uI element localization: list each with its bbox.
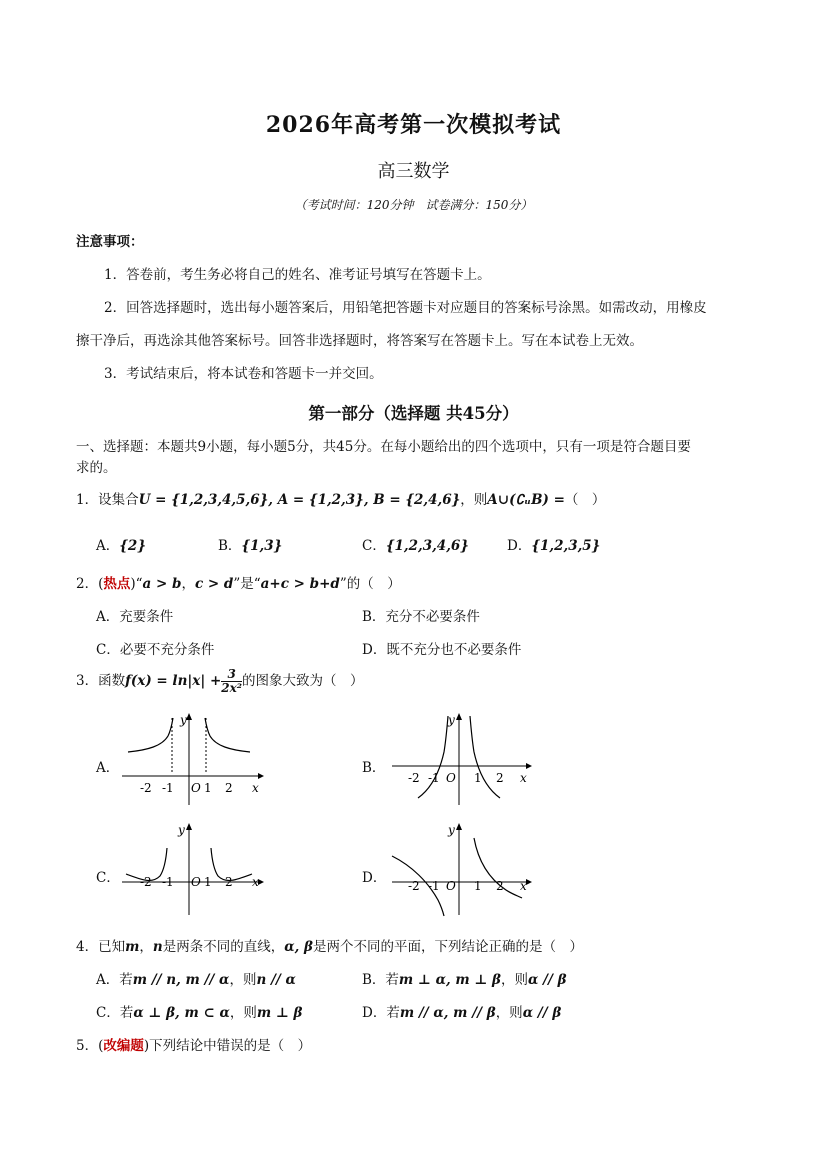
q1-option-c[interactable]: C．{1,2,3,4,6}	[362, 538, 469, 554]
tick-label: 2	[496, 879, 504, 893]
question-3: 3．函数f(x) = ln|x| + $\frac{3}{\text{2x²}}$ 的图象大致为（ ）	[76, 667, 364, 695]
x-arrow-icon	[258, 879, 264, 885]
tick-label: 1	[474, 771, 482, 785]
q1-option-d[interactable]: D．{1,2,3,5}	[507, 538, 601, 554]
y-arrow-icon	[186, 713, 192, 720]
graph-a[interactable]	[118, 710, 268, 810]
q1-then: ，则	[460, 492, 488, 508]
tick-label: 2	[496, 771, 504, 785]
tick-label: 1	[204, 875, 212, 889]
question-5: 5．(改编题)下列结论中错误的是（ ）	[76, 1038, 312, 1054]
tick-label: 2	[225, 875, 233, 889]
y-label: y	[448, 823, 455, 837]
origin-label: O	[191, 781, 201, 795]
x-label: x	[520, 879, 527, 893]
q1-suffix: （ ）	[564, 492, 606, 508]
graph-c[interactable]	[118, 820, 268, 920]
q5-adapted-tag: 改编题	[103, 1038, 144, 1054]
x-arrow-icon	[526, 763, 532, 769]
q1-sets: U = {1,2,3,4,5,6}, A = {1,2,3}, B = {2,4,6}	[138, 492, 461, 508]
note-item-3: 3．考试结束后，将本试卷和答题卡一并交回。	[104, 366, 383, 382]
q3-option-c[interactable]: C．	[96, 870, 120, 886]
origin-label: O	[446, 771, 456, 785]
q1-expr: A∪(∁ᵤB) =	[487, 492, 565, 508]
y-arrow-icon	[186, 823, 192, 830]
tick-label: -1	[162, 781, 174, 795]
note-item-2: 2．回答选择题时，选出每小题答案后，用铅笔把答题卡对应题目的答案标号涂黑。如需改动，用橡皮	[104, 300, 707, 316]
q4-option-b[interactable]: B．若m ⊥ α, m ⊥ β，则α // β	[362, 972, 567, 988]
y-label: y	[178, 823, 185, 837]
note-item-1: 1．答卷前，考生务必将自己的姓名、准考证号填写在答题卡上。	[104, 267, 491, 283]
curve-left	[128, 718, 173, 752]
section-title: 第一部分（选择题 共45分）	[308, 404, 519, 423]
tick-label: 1	[474, 879, 482, 893]
tick-label: 2	[225, 781, 233, 795]
q4-option-a[interactable]: A．若m // n, m // α，则n // α	[96, 972, 296, 988]
tick-label: 1	[204, 781, 212, 795]
x-arrow-icon	[526, 879, 532, 885]
x-label: x	[252, 781, 259, 795]
tick-label: -2	[408, 879, 420, 893]
q2-option-b[interactable]: B．充分不必要条件	[362, 609, 480, 625]
q2-option-c[interactable]: C．必要不充分条件	[96, 642, 215, 658]
curve-right	[470, 716, 500, 798]
tick-label: -1	[428, 771, 440, 785]
curve-left	[418, 716, 448, 798]
graph-b[interactable]	[388, 710, 538, 810]
q2-hot-tag: 热点	[103, 576, 131, 592]
q3-option-b[interactable]: B．	[362, 760, 386, 776]
q1-option-b[interactable]: B．{1,3}	[218, 538, 283, 554]
tick-label: -2	[140, 875, 152, 889]
tick-label: -1	[162, 875, 174, 889]
origin-label: O	[446, 879, 456, 893]
y-label: y	[180, 713, 187, 727]
x-label: x	[520, 771, 527, 785]
x-label: x	[252, 875, 259, 889]
tick-label: -2	[140, 781, 152, 795]
graph-d[interactable]	[388, 820, 538, 920]
y-label: y	[448, 713, 455, 727]
q4-option-c[interactable]: C．若α ⊥ β, m ⊂ α，则m ⊥ β	[96, 1005, 303, 1021]
q2-option-d[interactable]: D．既不充分也不必要条件	[362, 642, 522, 658]
tick-label: -1	[428, 879, 440, 893]
origin-label: O	[191, 875, 201, 889]
notes-heading: 注意事项：	[76, 234, 144, 250]
tick-label: -2	[408, 771, 420, 785]
curve-right	[205, 718, 250, 752]
q3-option-a[interactable]: A．	[96, 760, 120, 776]
q3-option-d[interactable]: D．	[362, 870, 387, 886]
q4-option-d[interactable]: D．若m // α, m // β，则α // β	[362, 1005, 562, 1021]
y-arrow-icon	[456, 823, 462, 830]
section-intro-1: 一、选择题：本题共9小题，每小题5分，共45分。在每小题给出的四个选项中，只有一项是符合题目要	[76, 439, 691, 455]
y-arrow-icon	[456, 713, 462, 720]
question-4: 4．已知m，n是两条不同的直线，α, β是两个不同的平面，下列结论正确的是（ ）	[76, 939, 583, 955]
section-intro-2: 求的。	[76, 460, 117, 476]
x-arrow-icon	[258, 773, 264, 779]
exam-subject: 高三数学	[377, 161, 450, 182]
q1-prefix: 1．设集合	[76, 492, 139, 508]
note-item-2-cont: 擦干净后，再选涂其他答案标号。回答非选择题时，将答案写在答题卡上。写在本试卷上无效。	[76, 333, 643, 349]
q1-option-a[interactable]: A．{2}	[96, 538, 147, 554]
q3-fraction: $\frac{3}{\text{2x²}}$	[221, 667, 243, 695]
question-1	[76, 488, 605, 508]
question-2: 2．(热点)“a > b，c > d”是“a+c > b+d”的（ ）	[76, 576, 401, 592]
exam-time-info: （考试时间：120分钟 试卷满分：150分）	[294, 198, 533, 212]
q2-option-a[interactable]: A．充要条件	[96, 609, 174, 625]
exam-title: 2026年高考第一次模拟考试	[265, 112, 562, 138]
